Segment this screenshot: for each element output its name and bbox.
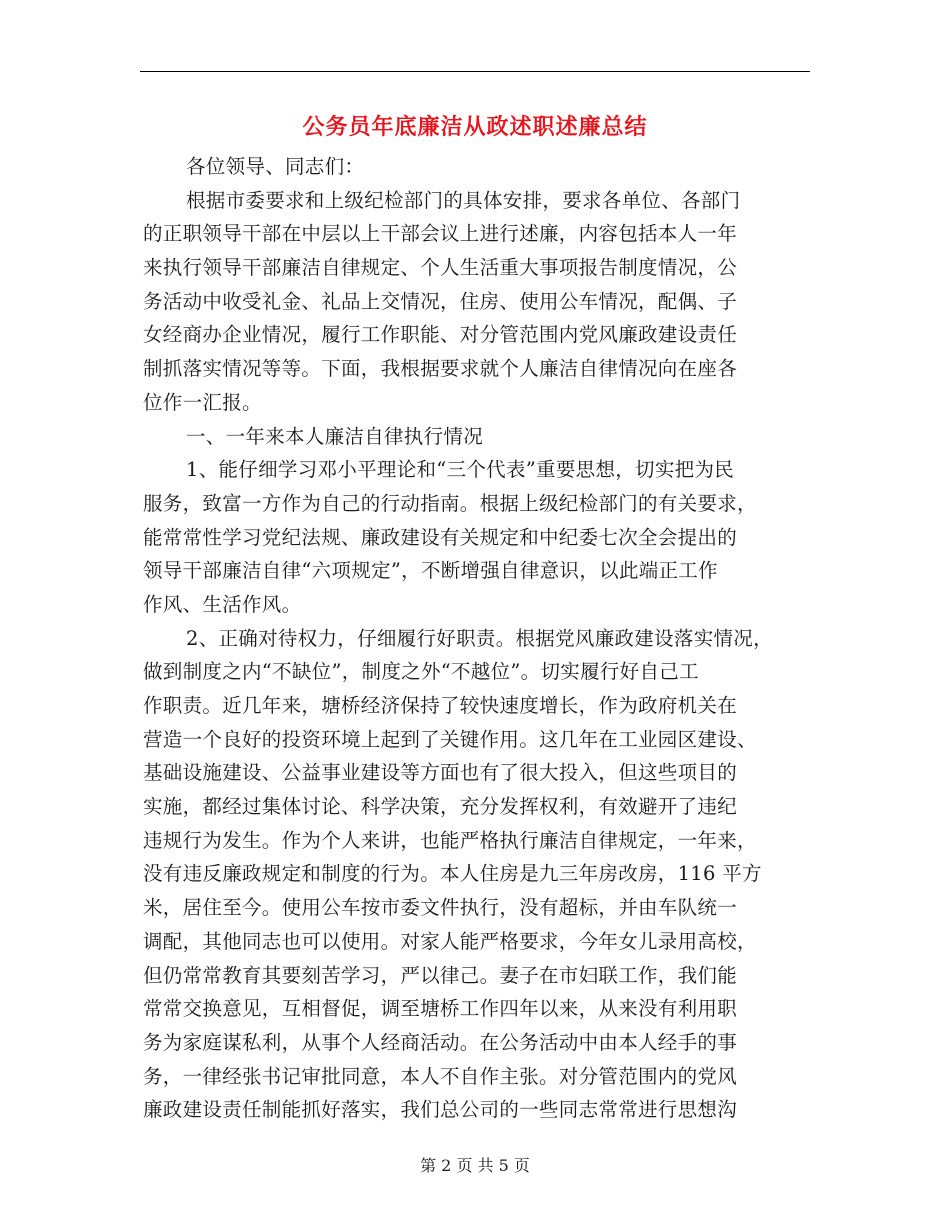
document-body xyxy=(143,150,811,1127)
text-line: 务活动中收受礼金、礼品上交情况，住房、使用公车情况，配偶、子 xyxy=(143,289,738,313)
header-rule xyxy=(140,71,810,72)
page-footer: 第 2 页 共 5 页 xyxy=(420,1156,530,1175)
text-line: 营造一个良好的投资环境上起到了关键作用。这几年在工业园区建设、 xyxy=(143,727,757,751)
text-line: 1、能仔细学习邓小平理论和“三个代表”重要思想，切实把为民 xyxy=(186,458,735,482)
text-line: 没有违反廉政规定和制度的行为。本人住房是九三年房改房，116 平方 xyxy=(143,862,762,886)
text-line: 位作一汇报。 xyxy=(143,390,262,414)
text-line: 廉政建设责任制能抓好落实，我们总公司的一些同志常常进行思想沟 xyxy=(143,1098,738,1122)
text-line: 女经商办企业情况，履行工作职能、对分管范围内党风廉政建设责任 xyxy=(143,323,738,347)
text-line: 领导干部廉洁自律“六项规定”，不断增强自律意识，以此端正工作 xyxy=(143,559,718,583)
text-line: 制抓落实情况等等。下面，我根据要求就个人廉洁自律情况向在座各 xyxy=(143,357,738,381)
text-line: 基础设施建设、公益事业建设等方面也有了很大投入，但这些项目的 xyxy=(143,761,738,785)
text-line: 务，一律经张书记审批同意，本人不自作主张。对分管范围内的党风 xyxy=(143,1064,738,1088)
text-line: 米，居住至今。使用公车按市委文件执行，没有超标，并由车队统一 xyxy=(143,896,738,920)
text-line: 一、一年来本人廉洁自律执行情况 xyxy=(186,424,484,448)
text-line: 2、正确对待权力，仔细履行好职责。根据党风廉政建设落实情况， xyxy=(186,626,773,650)
text-line: 作风、生活作风。 xyxy=(143,592,302,616)
text-line: 服务，致富一方作为自己的行动指南。根据上级纪检部门的有关要求， xyxy=(143,491,757,515)
text-line: 调配，其他同志也可以使用。对家人能严格要求，今年女儿录用高校， xyxy=(143,929,757,953)
text-line: 实施，都经过集体讨论、科学决策，充分发挥权利，有效避开了违纪 xyxy=(143,795,738,819)
text-line: 能常常性学习党纪法规、廉政建设有关规定和中纪委七次全会提出的 xyxy=(143,525,738,549)
text-line: 但仍常常教育其要刻苦学习，严以律己。妻子在市妇联工作，我们能 xyxy=(143,963,738,987)
text-line: 做到制度之内“不缺位”，制度之外“不越位”。切实履行好自己工 xyxy=(143,660,699,684)
text-line: 的正职领导干部在中层以上干部会议上进行述廉，内容包括本人一年 xyxy=(143,222,738,246)
text-line: 来执行领导干部廉洁自律规定、个人生活重大事项报告制度情况，公 xyxy=(143,256,738,280)
text-line: 务为家庭谋私利，从事个人经商活动。在公务活动中由本人经手的事 xyxy=(143,1030,738,1054)
text-line: 常常交换意见，互相督促，调至塘桥工作四年以来，从来没有利用职 xyxy=(143,997,738,1021)
text-line: 违规行为发生。作为个人来讲，也能严格执行廉洁自律规定，一年来， xyxy=(143,828,757,852)
text-line: 各位领导、同志们： xyxy=(186,155,365,178)
text-line: 根据市委要求和上级纪检部门的具体安排，要求各单位、各部门 xyxy=(186,188,741,212)
text-line: 作职责。近几年来，塘桥经济保持了较快速度增长，作为政府机关在 xyxy=(143,694,738,717)
document-title: 公务员年底廉洁从政述职述廉总结 xyxy=(302,114,648,140)
